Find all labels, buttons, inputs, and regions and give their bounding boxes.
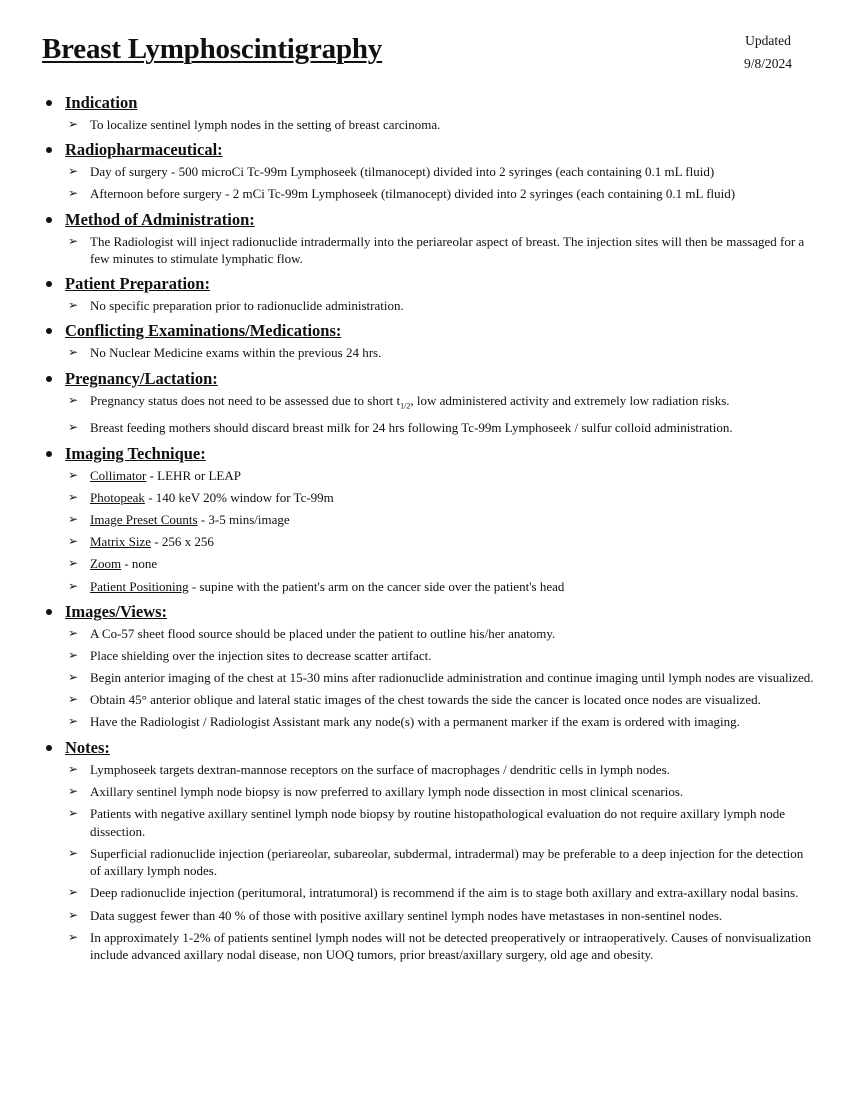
bullet-icon <box>46 217 52 223</box>
item-text: Patients with negative axillary sentinel lymph node biopsy by routine histopathological evaluation do not require axillary lymph node dissection. <box>90 806 785 839</box>
updated-block <box>728 29 808 75</box>
section <box>44 736 816 964</box>
item-text: Data suggest fewer than 40 % of those with positive axillary sentinel lymph nodes have metastases in non-sentinel nodes. <box>90 907 723 923</box>
item-text: - 256 x 256 <box>151 534 214 550</box>
list-item <box>44 691 816 709</box>
section-heading: Images/Views: <box>65 601 168 621</box>
arrow-bullet-icon: ➢ <box>68 845 79 860</box>
item-list <box>44 392 816 437</box>
arrow-bullet-icon: ➢ <box>68 625 79 640</box>
section-heading: Conflicting Examinations/Medications: <box>65 321 342 341</box>
item-text: Obtain 45° anterior oblique and lateral static images of the chest towards the side the cancer is located once nodes are visualized. <box>90 692 761 708</box>
item-text: - supine with the patient's arm on the cancer side over the patient's head <box>188 578 565 594</box>
item-list <box>44 344 816 362</box>
list-item <box>44 578 816 596</box>
arrow-bullet-icon: ➢ <box>68 298 79 313</box>
section <box>44 442 816 595</box>
item-list <box>44 116 816 134</box>
item-text: Deep radionuclide injection (peritumoral, intratumoral) is recommend if the aim is to stage both axillary and extra-axillary nodal basins. <box>90 885 799 901</box>
list-item <box>44 392 816 415</box>
item-text: Superficial radionuclide injection (periareolar, subareolar, subdermal, intradermal) may be preferable to a deep injection for the detection of axillary lymph nodes. <box>90 845 804 879</box>
section <box>44 208 816 268</box>
list-item <box>44 116 816 134</box>
list-item <box>44 907 816 925</box>
item-text: No specific preparation prior to radionuclide administration. <box>90 298 404 314</box>
item-text: - 3-5 mins/image <box>197 511 290 527</box>
item-text: Have the Radiologist / Radiologist Assistant mark any node(s) with a permanent marker if the exam is ordered with imaging. <box>90 714 740 730</box>
bullet-icon <box>46 281 52 287</box>
bullet-icon <box>46 609 52 615</box>
list-item <box>44 647 816 665</box>
item-list <box>44 625 816 731</box>
bullet-icon <box>46 451 52 457</box>
item-text: Lymphoseek targets dextran-mannose receptors on the surface of macrophages / dendritic cells in lymph nodes. <box>90 761 670 777</box>
list-item <box>44 344 816 362</box>
item-list <box>44 761 816 964</box>
list-item <box>44 489 816 507</box>
item-text: Breast feeding mothers should discard breast milk for 24 hrs following Tc-99m Lymphoseek / sulfur colloid administration. <box>90 420 733 436</box>
section-heading: Imaging Technique: <box>65 443 206 463</box>
list-item <box>44 533 816 551</box>
list-item <box>44 805 816 840</box>
item-list <box>44 233 816 268</box>
page-title: Breast Lymphoscintigraphy <box>42 33 383 65</box>
list-item <box>44 845 816 880</box>
bullet-icon <box>46 328 52 334</box>
list-item <box>44 233 816 268</box>
section <box>44 600 816 731</box>
arrow-bullet-icon: ➢ <box>68 489 79 504</box>
item-list <box>44 163 816 203</box>
section-heading: Indication <box>65 93 138 112</box>
updated-date: 9/8/2024 <box>743 56 792 71</box>
arrow-bullet-icon: ➢ <box>68 467 79 482</box>
item-text: - 140 keV 20% window for Tc-99m <box>144 489 334 505</box>
arrow-bullet-icon: ➢ <box>68 534 79 549</box>
list-item <box>44 669 816 687</box>
list-item <box>44 297 816 315</box>
arrow-bullet-icon: ➢ <box>68 670 79 685</box>
item-list <box>44 297 816 315</box>
item-text: , low administered activity and extremely low radiation risks. <box>410 392 730 408</box>
arrow-bullet-icon: ➢ <box>68 907 79 922</box>
section <box>44 272 816 315</box>
arrow-bullet-icon: ➢ <box>68 692 79 707</box>
section <box>44 319 816 362</box>
bullet-icon <box>46 147 52 153</box>
item-term: Matrix Size <box>90 534 152 550</box>
section <box>44 367 816 437</box>
list-item <box>44 783 816 801</box>
item-text: - LEHR or LEAP <box>146 467 241 483</box>
arrow-bullet-icon: ➢ <box>68 117 79 131</box>
section <box>44 91 816 134</box>
list-item <box>44 884 816 902</box>
arrow-bullet-icon: ➢ <box>68 164 79 179</box>
section-heading: Pregnancy/Lactation: <box>65 368 218 388</box>
arrow-bullet-icon: ➢ <box>68 233 79 248</box>
item-text: The Radiologist will inject radionuclide intradermally into the periareolar aspect of breast. The injection sites will then be massaged for a few minutes to stimulate lymphatic flow. <box>90 233 805 267</box>
item-text: Day of surgery - 500 microCi Tc-99m Lymphoseek (tilmanocept) divided into 2 syringes (each containing 0.1 mL fluid) <box>90 164 715 180</box>
arrow-bullet-icon: ➢ <box>68 392 79 407</box>
item-subscript: 1/2 <box>400 401 411 411</box>
item-text: - none <box>121 556 158 572</box>
arrow-bullet-icon: ➢ <box>68 556 79 571</box>
item-term: Patient Positioning <box>90 578 189 594</box>
item-text: No Nuclear Medicine exams within the previous 24 hrs. <box>90 345 382 361</box>
arrow-bullet-icon: ➢ <box>68 345 79 360</box>
list-item <box>44 625 816 643</box>
section-heading: Radiopharmaceutical: <box>65 140 223 160</box>
arrow-bullet-icon: ➢ <box>68 885 79 900</box>
item-text: Place shielding over the injection sites to decrease scatter artifact. <box>90 647 432 663</box>
section <box>44 138 816 203</box>
item-list <box>44 467 816 595</box>
updated-label: Updated <box>745 33 791 48</box>
arrow-bullet-icon: ➢ <box>68 783 79 798</box>
arrow-bullet-icon: ➢ <box>68 806 79 821</box>
item-term: Zoom <box>90 556 122 572</box>
list-item <box>44 555 816 573</box>
list-item <box>44 761 816 779</box>
arrow-bullet-icon: ➢ <box>68 511 79 526</box>
arrow-bullet-icon: ➢ <box>68 714 79 729</box>
bullet-icon <box>46 100 52 106</box>
item-text: Axillary sentinel lymph node biopsy is now preferred to axillary lymph node dissection in most clinical scenarios. <box>90 783 684 799</box>
section-heading: Method of Administration: <box>65 209 255 229</box>
item-text: A Co-57 sheet flood source should be placed under the patient to outline his/her anatomy. <box>90 625 556 641</box>
section-heading: Patient Preparation: <box>65 274 210 294</box>
list-item <box>44 163 816 181</box>
list-item <box>44 929 816 964</box>
list-item <box>44 419 816 437</box>
arrow-bullet-icon: ➢ <box>68 647 79 662</box>
list-item <box>44 185 816 203</box>
item-text: To localize sentinel lymph nodes in the setting of breast carcinoma. <box>90 117 441 132</box>
section-heading: Notes: <box>65 737 110 757</box>
item-term: Image Preset Counts <box>90 511 198 527</box>
arrow-bullet-icon: ➢ <box>68 761 79 776</box>
bullet-icon <box>46 376 52 382</box>
item-text: Afternoon before surgery - 2 mCi Tc-99m Lymphoseek (tilmanocept) divided into 2 syringes (each containing 0.1 mL fluid) <box>90 186 736 202</box>
bullet-icon <box>46 745 52 751</box>
arrow-bullet-icon: ➢ <box>68 186 79 201</box>
item-term: Collimator <box>90 467 147 483</box>
arrow-bullet-icon: ➢ <box>68 578 79 593</box>
arrow-bullet-icon: ➢ <box>68 929 79 944</box>
item-term: Photopeak <box>90 489 145 505</box>
item-text: Begin anterior imaging of the chest at 15-30 mins after radionuclide administration and continue imaging until lymph nodes are visualized. <box>90 670 814 686</box>
item-text: In approximately 1-2% of patients sentinel lymph nodes will not be detected preoperatively or intraoperatively. Causes of nonvisualization include advanced axillary nodal disease, non UOQ tumors, prior breast/axillary surgery, old age and obesity. <box>90 929 812 963</box>
item-text: Pregnancy status does not need to be assessed due to short t <box>90 392 401 408</box>
list-item <box>44 511 816 529</box>
arrow-bullet-icon: ➢ <box>68 420 79 435</box>
document-body <box>44 91 816 968</box>
list-item <box>44 713 816 731</box>
list-item <box>44 467 816 485</box>
